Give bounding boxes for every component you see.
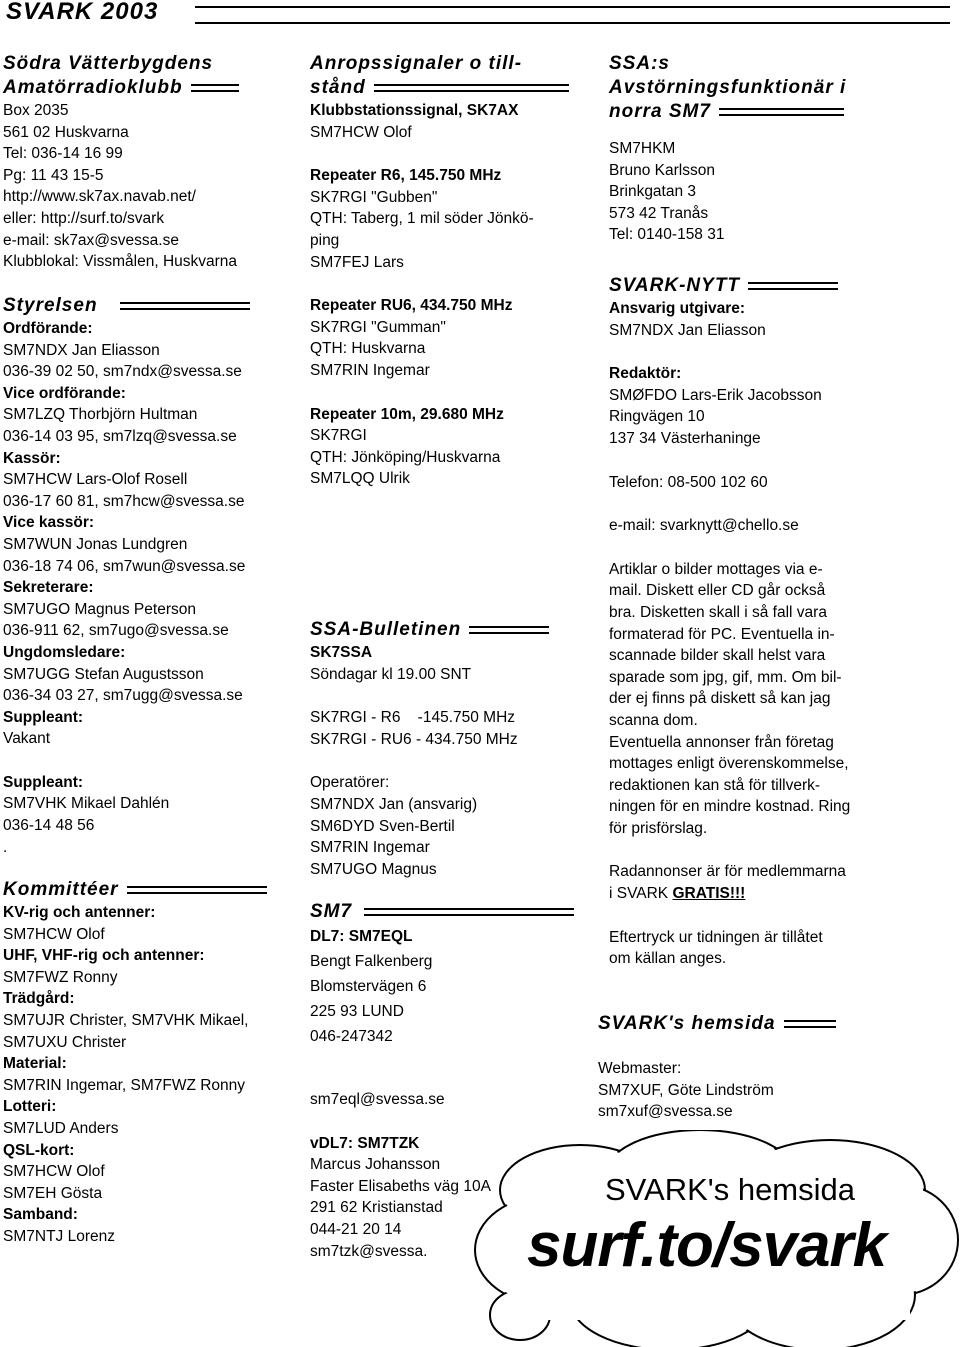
repeater-line: QTH: Taberg, 1 mil söder Jönkö-: [310, 210, 534, 228]
committee-member: SM7EH Gösta: [3, 1184, 103, 1202]
redaktor-line: SMØFDO Lars-Erik Jacobsson: [609, 386, 822, 404]
masthead-title: SVARK 2003: [6, 0, 159, 25]
masthead-rule: [195, 6, 950, 24]
heading-svark-nytt: [609, 274, 889, 298]
info-line: för prisförslag.: [609, 819, 708, 837]
heading-sm7-text: SM7: [310, 901, 353, 922]
board-role: Sekreterare:: [3, 579, 94, 597]
board-name: SM7VHK Mikael Dahlén: [3, 795, 170, 813]
board-contact: 036-14 48 56: [3, 817, 95, 835]
reprint-line: Eftertryck ur tidningen är tillåtet: [609, 928, 823, 946]
heading-kommitteer: [3, 878, 288, 902]
repeater-line: SK7RGI: [310, 427, 367, 445]
info-line: redaktionen kan stå för tillverk-: [609, 776, 821, 794]
committee-role: UHF, VHF-rig och antenner:: [3, 947, 205, 965]
website-link[interactable]: http://www.sk7ax.navab.net/: [3, 188, 196, 206]
ssa-frequency: SK7RGI - R6 -145.750 MHz: [310, 709, 516, 727]
board-role: Suppleant:: [3, 773, 84, 791]
heading-rule: [748, 282, 838, 290]
webmaster-name: SM7XUF, Göte Lindström: [598, 1081, 774, 1099]
dl7-email[interactable]: sm7eql@svessa.se: [310, 1091, 445, 1108]
repeater-line: SM7RIN Ingemar: [310, 361, 430, 379]
heading-anrop-line2: stånd: [310, 77, 366, 98]
dl7-line: 046-247342: [310, 1028, 393, 1045]
heading-rule: [719, 108, 844, 116]
dl7-title: DL7: SM7EQL: [310, 928, 413, 945]
board-name: SM7NDX Jan Eliasson: [3, 341, 160, 359]
info-line: ningen för en mindre kostnad. Ring: [609, 798, 851, 816]
board-role: Ordförande:: [3, 320, 93, 337]
bubble-url[interactable]: surf.to/svark: [527, 1211, 887, 1280]
repeater-line: SM7LQQ Ulrik: [310, 470, 410, 488]
heading-rule: [127, 886, 267, 894]
vdl7-line: Marcus Johansson: [310, 1156, 441, 1174]
repeater-line: SK7RGI "Gumman": [310, 318, 446, 336]
dl7-line: Bengt Falkenberg: [310, 953, 433, 970]
vdl7-line: 291 62 Kristianstad: [310, 1199, 443, 1217]
committee-role: Samband:: [3, 1206, 78, 1224]
committee-member: SM7NTJ Lorenz: [3, 1227, 115, 1245]
committee-member: SM7RIN Ingemar, SM7FWZ Ronny: [3, 1076, 246, 1094]
info-line: bra. Disketten skall i så fall vara: [609, 603, 827, 621]
board-member: [3, 577, 288, 642]
vdl7-title: vDL7: SM7TZK: [310, 1134, 420, 1152]
heading-hemsida-text: SVARK's hemsida: [598, 1013, 776, 1034]
committee-list: [3, 902, 288, 1248]
webmaster-email[interactable]: sm7xuf@svessa.se: [598, 1103, 733, 1121]
vdl7-line: Faster Elisabeths väg 10A: [310, 1177, 491, 1195]
heading-sm7: [310, 900, 590, 924]
board-name: SM7LZQ Thorbjörn Hultman: [3, 406, 198, 424]
address-line: 561 02 Huskvarna: [3, 123, 129, 141]
info-line: der ej finns på diskett så kan jag: [609, 690, 831, 708]
ads-line: i SVARK: [609, 885, 673, 903]
info-line: mail. Diskett eller CD går också: [609, 582, 826, 600]
stray-dot: .: [3, 838, 8, 856]
committee-role: Lotteri:: [3, 1098, 57, 1116]
repeater-line: QTH: Jönköping/Huskvarna: [310, 448, 501, 466]
board-name: SM7UGO Magnus Peterson: [3, 600, 196, 618]
ssas-line: Brinkgatan 3: [609, 183, 697, 201]
ssa-frequency: SK7RGI - RU6 - 434.750 MHz: [310, 730, 518, 748]
webmaster-label: Webmaster:: [598, 1060, 682, 1077]
board-contact: 036-14 03 95, sm7lzq@svessa.se: [3, 427, 237, 445]
club-venue: Klubblokal: Vissmålen, Huskvarna: [3, 253, 238, 271]
heading-rule: [364, 908, 574, 916]
ads-line: Radannonser är för medlemmarna: [609, 863, 846, 881]
board-member: [3, 772, 288, 858]
committee-member: SM7UXU Christer: [3, 1033, 127, 1051]
committee-member: SM7LUD Anders: [3, 1119, 119, 1137]
operator: SM7NDX Jan (ansvarig): [310, 795, 478, 813]
board-member: [3, 383, 288, 448]
editor-email[interactable]: e-mail: svarknytt@chello.se: [609, 517, 799, 535]
board-name: SM7UGG Stefan Augustsson: [3, 665, 204, 683]
info-line: Eventuella annonser från företag: [609, 733, 834, 751]
postgiro-line: Pg: 11 43 15-5: [3, 166, 104, 184]
phone-line: Tel: 036-14 16 99: [3, 145, 123, 163]
heading-kommitteer-text: Kommittéer: [3, 879, 119, 900]
dl7-line: Blomstervägen 6: [310, 978, 427, 995]
operator: SM6DYD Sven-Bertil: [310, 817, 455, 835]
ssas-line: SM7HKM: [609, 140, 676, 157]
repeater-line: SK7RGI "Gubben": [310, 188, 438, 206]
masthead: [0, 0, 960, 30]
heading-rule: [784, 1020, 836, 1028]
committee-role: Material:: [3, 1055, 67, 1073]
ssa-time: Söndagar kl 19.00 SNT: [310, 665, 472, 683]
committee-member: SM7HCW Olof: [3, 1163, 105, 1181]
board-list: [3, 318, 288, 858]
vdl7-line: 044-21 20 14: [310, 1220, 402, 1238]
board-contact: 036-39 02 50, sm7ndx@svessa.se: [3, 363, 242, 381]
heading-club: [3, 52, 288, 100]
repeater-line: SM7FEJ Lars: [310, 253, 404, 271]
heading-ssas: [609, 52, 889, 124]
repeater-line: ping: [310, 231, 340, 249]
heading-ssa-text: SSA-Bulletinen: [310, 619, 462, 640]
section-line: SM7HCW Olof: [310, 123, 412, 141]
info-line: scannade bilder skall helst vara: [609, 647, 826, 665]
board-role: Kassör:: [3, 449, 61, 467]
club-email[interactable]: e-mail: sk7ax@svessa.se: [3, 231, 179, 249]
redaktor-line: Ringvägen 10: [609, 408, 705, 426]
operator: SM7RIN Ingemar: [310, 839, 430, 857]
repeater-title: Repeater R6, 145.750 MHz: [310, 167, 502, 185]
heading-ssas-line1: SSA:s: [609, 53, 670, 74]
repeater-title: Repeater 10m, 29.680 MHz: [310, 405, 504, 423]
heading-ssas-line3: norra SM7: [609, 101, 711, 122]
info-line: Artiklar o bilder mottages via e-: [609, 560, 823, 578]
board-member: [3, 642, 288, 707]
submission-info: [609, 559, 889, 840]
board-name: SM7HCW Lars-Olof Rosell: [3, 471, 188, 489]
board-contact: 036-911 62, sm7ugo@svessa.se: [3, 622, 229, 640]
board-contact: 036-17 60 81, sm7hcw@svessa.se: [3, 492, 245, 510]
board-member: [3, 448, 288, 513]
reprint-line: om källan anges.: [609, 950, 727, 968]
info-line: formaterad för PC. Eventuella in-: [609, 625, 835, 643]
committee-role: KV-rig och antenner:: [3, 904, 156, 921]
board-member: [3, 707, 288, 750]
heading-styrelsen-text: Styrelsen: [3, 295, 98, 316]
website-alt-link[interactable]: eller: http://surf.to/svark: [3, 209, 165, 227]
ssas-line: Bruno Karlsson: [609, 161, 715, 179]
heading-rule: [191, 84, 239, 92]
ssas-line: 573 42 Tranås: [609, 204, 709, 222]
editor-phone: Telefon: 08-500 102 60: [609, 473, 768, 491]
heading-ssa-bulletinen: [310, 618, 590, 642]
board-member: [3, 318, 288, 383]
heading-anrop: [310, 52, 590, 100]
ansvarig-title: Ansvarig utgivare:: [609, 300, 746, 317]
committee-role: Trädgård:: [3, 990, 75, 1008]
board-role: Vice ordförande:: [3, 384, 126, 402]
info-line: sparade som jpg, gif, mm. Om bil-: [609, 668, 842, 686]
committee-role: QSL-kort:: [3, 1141, 75, 1159]
heading-club-line1: Södra Vätterbygdens: [3, 53, 214, 74]
committee-member: SM7UJR Christer, SM7VHK Mikael,: [3, 1011, 249, 1029]
committee-member: SM7FWZ Ronny: [3, 968, 118, 986]
info-line: mottages enligt överenskommelse,: [609, 755, 849, 773]
heading-styrelsen: [3, 294, 288, 318]
ansvarig-name: SM7NDX Jan Eliasson: [609, 321, 766, 339]
gratis-text: GRATIS!!!: [672, 885, 746, 903]
ssa-callsign: SK7SSA: [310, 644, 373, 661]
heading-hemsida: [598, 1012, 888, 1036]
bubble-title: SVARK's hemsida: [605, 1172, 855, 1207]
heading-rule: [120, 302, 250, 310]
heading-ssas-line2: Avstörningsfunktionär i: [609, 77, 847, 98]
board-contact: 036-18 74 06, sm7wun@svessa.se: [3, 557, 246, 575]
board-role: Vice kassör:: [3, 514, 95, 532]
heading-rule: [374, 84, 569, 92]
board-role: Ungdomsledare:: [3, 643, 126, 661]
redaktor-line: 137 34 Västerhaninge: [609, 429, 761, 447]
board-name: Vakant: [3, 730, 51, 748]
ssas-line: Tel: 0140-158 31: [609, 226, 725, 244]
club-address: [3, 100, 288, 273]
heading-nytt-text: SVARK-NYTT: [609, 275, 741, 296]
vdl7-email[interactable]: sm7tzk@svessa.: [310, 1242, 428, 1260]
redaktor-title: Redaktör:: [609, 365, 682, 383]
board-member: [3, 512, 288, 577]
heading-rule: [469, 626, 549, 634]
board-contact: 036-34 03 27, sm7ugg@svessa.se: [3, 687, 243, 705]
dl7-line: 225 93 LUND: [310, 1003, 404, 1020]
committee-member: SM7HCW Olof: [3, 925, 105, 943]
address-line: Box 2035: [3, 102, 69, 119]
heading-anrop-line1: Anropssignaler o till-: [310, 53, 523, 74]
repeater-title: Repeater RU6, 434.750 MHz: [310, 297, 513, 315]
info-line: scanna dom.: [609, 711, 698, 729]
section-title: Klubbstationssignal, SK7AX: [310, 102, 519, 119]
board-name: SM7WUN Jonas Lundgren: [3, 535, 188, 553]
operators-label: Operatörer:: [310, 774, 390, 792]
board-role: Suppleant:: [3, 708, 84, 726]
operator: SM7UGO Magnus: [310, 860, 437, 878]
heading-club-line2: Amatörradioklubb: [3, 77, 183, 98]
repeater-line: QTH: Huskvarna: [310, 340, 426, 358]
